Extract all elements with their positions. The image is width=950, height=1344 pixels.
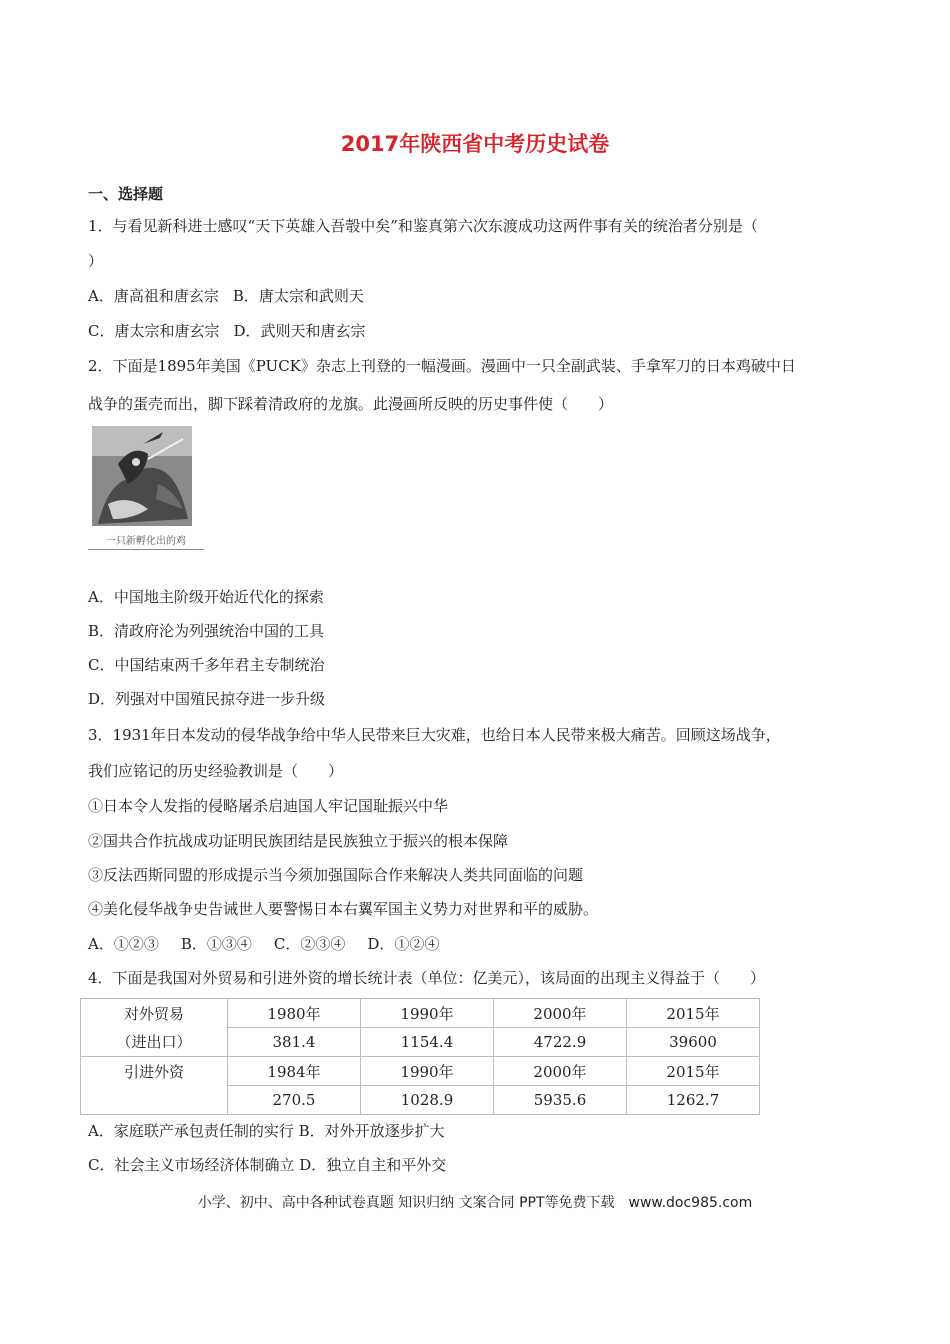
table-cell: 4722.9	[494, 1028, 627, 1057]
q2-option-d: D．列强对中国殖民掠夺进一步升级	[88, 690, 326, 708]
q3-item-4: ④美化侵华战争史告诫世人要警惕日本右翼军国主义势力对世界和平的威胁。	[88, 900, 599, 918]
q3-item-2: ②国共合作抗战成功证明民族团结是民族独立于振兴的根本保障	[88, 832, 509, 850]
q3-option-c: C．②③④	[273, 935, 346, 953]
q3-item-1: ①日本令人发指的侵略屠杀启迪国人牢记国耻振兴中华	[88, 797, 449, 815]
table-cell: 1990年	[361, 999, 494, 1028]
q2-cartoon-image	[88, 424, 204, 554]
q1-option-c: C．唐太宗和唐玄宗	[88, 322, 220, 340]
q3-stem-line2: 我们应铭记的历史经验教训是（ ）	[88, 762, 344, 780]
q4-options-cd: C．社会主义市场经济体制确立 D．独立自主和平外交	[88, 1156, 447, 1174]
table-cell: 1980年	[228, 999, 361, 1028]
table-cell: 2015年	[627, 1057, 760, 1086]
table-cell: 2000年	[494, 1057, 627, 1086]
cartoon-illustration	[88, 424, 198, 528]
q2-option-a: A．中国地主阶级开始近代化的探索	[88, 588, 324, 606]
table-cell: 5935.6	[494, 1086, 627, 1115]
q1-option-d: D．武则天和唐玄宗	[233, 322, 366, 340]
q3-option-d: D．①②④	[367, 935, 440, 953]
trade-statistics-table	[80, 998, 760, 1115]
q3-option-b: B．①③④	[180, 935, 252, 953]
table-row	[81, 1086, 760, 1115]
table-row	[81, 999, 760, 1028]
table-row	[81, 1057, 760, 1086]
table-cell: 270.5	[228, 1086, 361, 1115]
q4-stem: 4．下面是我国对外贸易和引进外资的增长统计表（单位：亿美元），该局面的出现主义得益于（ ）	[88, 969, 766, 987]
table-cell: 2000年	[494, 999, 627, 1028]
q3-item-3: ③反法西斯同盟的形成提示当今须加强国际合作来解决人类共同面临的问题	[88, 866, 584, 884]
q3-option-a: A．①②③	[88, 935, 159, 953]
q1-option-b: B．唐太宗和武则天	[232, 287, 364, 305]
table-cell: 39600	[627, 1028, 760, 1057]
q1-option-a: A．唐高祖和唐玄宗	[88, 287, 219, 305]
q1-options-ab	[88, 285, 364, 307]
table-cell: 1984年	[228, 1057, 361, 1086]
invest-label-cell-empty	[81, 1086, 228, 1115]
cartoon-caption: 一只新孵化出的鸡	[88, 532, 204, 550]
table-cell: 1154.4	[361, 1028, 494, 1057]
invest-label-cell: 引进外资	[81, 1057, 228, 1086]
q4-options-ab: A．家庭联产承包责任制的实行 B．对外开放逐步扩大	[88, 1122, 445, 1140]
q1-stem-line2: ）	[88, 252, 104, 270]
table-cell: 1028.9	[361, 1086, 494, 1115]
q2-option-b: B．清政府沦为列强统治中国的工具	[88, 622, 325, 640]
trade-label-cell-2: （进出口）	[81, 1028, 228, 1057]
table-cell: 381.4	[228, 1028, 361, 1057]
table-cell: 1262.7	[627, 1086, 760, 1115]
q3-stem-line1: 3．1931年日本发动的侵华战争给中华人民带来巨大灾难，也给日本人民带来极大痛苦。回顾这场战争，	[88, 726, 781, 744]
page-title: 2017年陕西省中考历史试卷	[340, 132, 610, 156]
table-cell: 1990年	[361, 1057, 494, 1086]
q1-stem-line1: 1．与看见新科进士感叹“天下英雄入吾彀中矣”和鉴真第六次东渡成功这两件事有关的统治者分别是（	[88, 217, 758, 235]
table-row	[81, 1028, 760, 1057]
q2-option-c: C．中国结束两千多年君主专制统治	[88, 656, 325, 674]
page-footer: 小学、初中、高中各种试卷真题 知识归纳 文案合同 PPT等免费下载 www.doc985.com	[197, 1195, 753, 1211]
q1-options-cd	[88, 320, 366, 342]
table-cell: 2015年	[627, 999, 760, 1028]
q2-stem-line2: 战争的蛋壳而出，脚下踩着清政府的龙旗。此漫画所反映的历史事件使（ ）	[88, 395, 614, 413]
q3-options	[88, 933, 439, 955]
trade-label-cell: 对外贸易	[81, 999, 228, 1028]
q2-stem-line1: 2．下面是1895年美国《PUCK》杂志上刊登的一幅漫画。漫画中一只全副武装、手拿军刀的日本鸡破中日	[88, 357, 796, 375]
section-heading: 一、选择题	[88, 185, 164, 203]
